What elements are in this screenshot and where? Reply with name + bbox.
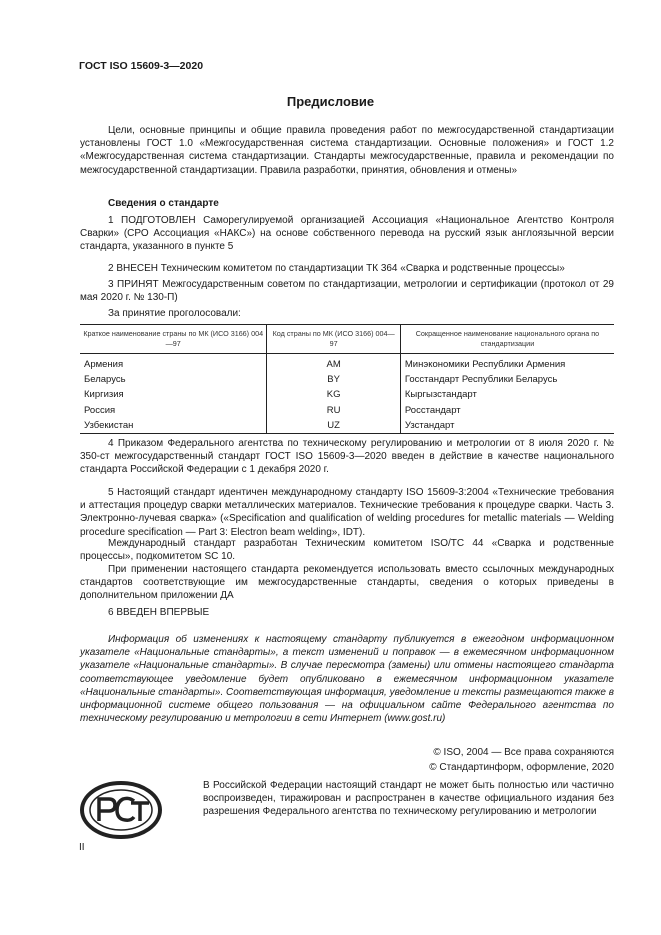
footer-notice: В Российской Федерации настоящий стандарт не может быть полностью или частично воспроизведен, тиражирован и распространен в качестве официального издания без разрешения Федерального агентства по техническому регулированию и метрологии (203, 780, 614, 818)
copyright-iso: © ISO, 2004 — Все права сохраняются (433, 747, 614, 758)
paragraph-1: 1 ПОДГОТОВЛЕН Саморегулируемой организацией Ассоциация «Национальное Агентство Контроля Сварки» (СРО Ассоциация «НАКС») на основе собственного перевода на русский язык англоязычной версии стандарта, указанного в пункте 5 (80, 215, 614, 253)
standards-body: Кыргызстандарт (400, 387, 614, 402)
country-code: BY (267, 372, 401, 387)
country-name: Армения (84, 359, 124, 370)
table-row (80, 354, 614, 373)
rst-logo (79, 779, 163, 841)
page-number: II (79, 842, 85, 853)
rst-logo-icon (79, 779, 163, 841)
country-name: Киргизия (84, 389, 124, 401)
column-header-country: Краткое наименование страны по МК (ИСО 3166) 004—97 (80, 325, 267, 354)
table-row (80, 418, 614, 434)
paragraph-2: 2 ВНЕСЕН Техническим комитетом по стандартизации ТК 364 «Сварка и родственные процессы» (108, 263, 565, 274)
paragraph-4: 4 Приказом Федерального агентства по техническому регулированию и метрологии от 8 июля 2020 г. № 350-ст межгосударственный стандарт ГОСТ ISO 15609-3—2020 введен в действие в качестве национального стандарта Российской Федерации с 1 декабря 2020 г. (80, 438, 614, 476)
paragraph-5c: При применении настоящего стандарта рекомендуется использовать вместо ссылочных международных стандартов соответствующие им межгосударственные стандарты, сведения о которых приведены в дополнительном приложении ДА (80, 564, 614, 602)
country-code: UZ (267, 418, 401, 434)
country-name: Беларусь (84, 374, 126, 386)
paragraph-6: 6 ВВЕДЕН ВПЕРВЫЕ (108, 607, 210, 618)
standards-body: Узстандарт (400, 418, 614, 434)
info-note: Информация об изменениях к настоящему стандарту публикуется в ежегодном информационном указателе «Национальные стандарты», а текст изменений и поправок — в ежемесячном информационном указателе «Национальные стандарты». В случае пересмотра (замены) или отмены настоящего стандарта соответствующее уведомление будет опубликовано в ежемесячном информационном указателе «Национальные стандарты». Соответствующая информация, уведомление и тексты размещаются также в информационной системе общего пользования — на официальном сайте Федерального агентства по техническому регулированию и метрологии в сети Интернет (www.gost.ru) (80, 634, 614, 725)
copyright-standartinform: © Стандартинформ, оформление, 2020 (429, 762, 614, 773)
table-row (80, 372, 614, 387)
country-code: AM (267, 354, 401, 373)
intro-paragraph: Цели, основные принципы и общие правила проведения работ по межгосударственной стандартизации установлены ГОСТ 1.0 «Межгосударственная система стандартизации. Основные положения» и ГОСТ 1.2 «Межгосударственная система стандартизации. Стандарты межгосударственные, правила и рекомендации по межгосударственной стандартизации. Правила разработки, принятия, обновления и отмены» (80, 125, 614, 176)
paragraph-5: 5 Настоящий стандарт идентичен международному стандарту ISO 15609-3:2004 «Технические требования и аттестация процедур сварки металлических материалов. Технические требования к процедуре сварки. Часть 3. Электронно-лучевая сварка» («Specification and qualification of welding procedures for metallic materials — Welding procedure specification — Part 3: Electron beam welding», IDT). (80, 487, 614, 538)
standards-body: Росстандарт (400, 403, 614, 418)
paragraph-3: 3 ПРИНЯТ Межгосударственным советом по стандартизации, метрологии и сертификации (протокол от 29 мая 2020 г. № 130-П) (80, 279, 614, 304)
paragraph-5b: Международный стандарт разработан Техническим комитетом ISO/TC 44 «Сварка и родственные процессы», подкомитетом SC 10. (80, 538, 614, 563)
countries-table (80, 324, 614, 434)
page-title: Предисловие (286, 94, 375, 109)
section-heading: Сведения о стандарте (108, 198, 219, 209)
column-header-code: Код страны по МК (ИСО 3166) 004—97 (267, 325, 401, 354)
country-name: Россия (84, 404, 116, 416)
column-header-body: Сокращенное наименование национального органа по стандартизации (400, 325, 614, 354)
table-row (80, 403, 614, 418)
table-row (80, 387, 614, 402)
document-code: ГОСТ ISO 15609-3—2020 (79, 60, 204, 72)
table-header-row (80, 325, 614, 354)
country-name: Узбекистан (80, 418, 267, 434)
country-code: RU (267, 403, 401, 418)
rst-logo-text: РСТ (121, 839, 123, 840)
country-code: KG (267, 387, 401, 402)
standards-body: Госстандарт Республики Беларусь (400, 372, 614, 387)
vote-label: За принятие проголосовали: (108, 308, 241, 319)
standards-body: Минэкономики Республики Армения (400, 354, 614, 373)
